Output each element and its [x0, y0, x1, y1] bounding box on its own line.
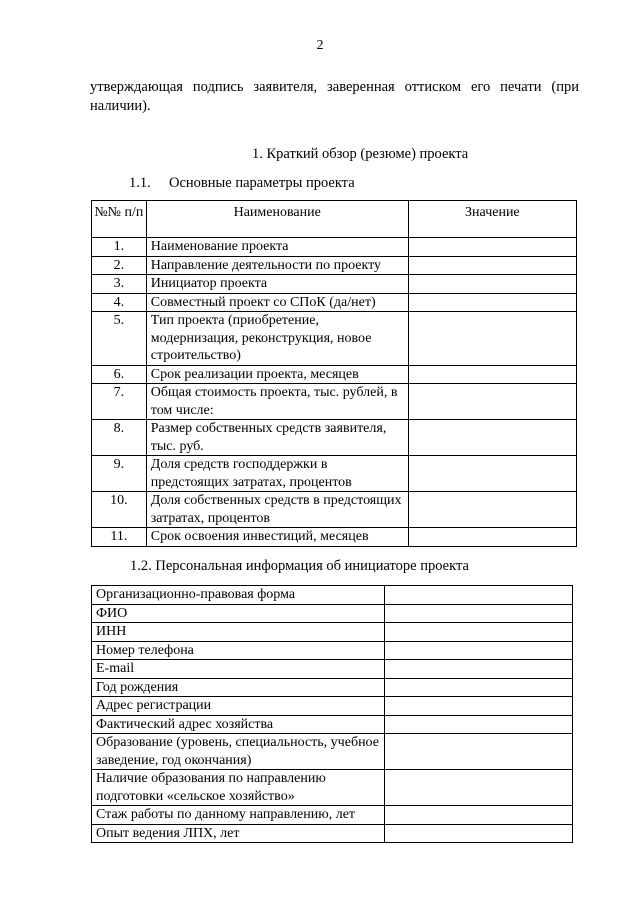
- row-name: Инициатор проекта: [146, 275, 408, 294]
- row-num: 8.: [92, 420, 147, 456]
- row-label: Адрес регистрации: [92, 697, 385, 716]
- row-value[interactable]: [408, 456, 576, 492]
- table-row: [92, 312, 577, 366]
- row-value[interactable]: [384, 824, 573, 843]
- table-row: [92, 734, 573, 770]
- row-value[interactable]: [384, 641, 573, 660]
- row-num: 9.: [92, 456, 147, 492]
- row-label: Номер телефона: [92, 641, 385, 660]
- intro-paragraph: утверждающая подпись заявителя, заверенная оттиском его печати (при наличии).: [90, 79, 579, 114]
- table-row: [92, 660, 573, 679]
- subsection-title-1: [129, 175, 355, 192]
- row-value[interactable]: [384, 715, 573, 734]
- table-row: [92, 492, 577, 528]
- table-row: [92, 256, 577, 275]
- table-row: [92, 456, 577, 492]
- row-value[interactable]: [408, 492, 576, 528]
- subsection-label: Основные параметры проекта: [169, 175, 355, 191]
- row-name: Совместный проект со СПоК (да/нет): [146, 293, 408, 312]
- table-row: [92, 384, 577, 420]
- row-name: Срок реализации проекта, месяцев: [146, 365, 408, 384]
- table-row: [92, 293, 577, 312]
- row-value[interactable]: [384, 604, 573, 623]
- header-name: Наименование: [146, 201, 408, 238]
- row-value[interactable]: [384, 660, 573, 679]
- table-row: [92, 641, 573, 660]
- row-label: E-mail: [92, 660, 385, 679]
- row-num: 7.: [92, 384, 147, 420]
- table-row: [92, 678, 573, 697]
- row-value[interactable]: [408, 420, 576, 456]
- row-value[interactable]: [384, 770, 573, 806]
- row-num: 5.: [92, 312, 147, 366]
- row-label: Наличие образования по направлению подготовки «сельское хозяйство»: [92, 770, 385, 806]
- row-value[interactable]: [384, 697, 573, 716]
- row-value[interactable]: [408, 256, 576, 275]
- row-name: Тип проекта (приобретение, модернизация, реконструкция, новое строительство): [146, 312, 408, 366]
- page-number: 2: [316, 38, 324, 53]
- row-name: Доля собственных средств в предстоящих затратах, процентов: [146, 492, 408, 528]
- params-table-header: [92, 201, 577, 238]
- table-row: [92, 623, 573, 642]
- row-value[interactable]: [384, 678, 573, 697]
- row-label: Фактический адрес хозяйства: [92, 715, 385, 734]
- table-row: [92, 715, 573, 734]
- row-num: 3.: [92, 275, 147, 294]
- subsection-number: 1.1.: [129, 175, 151, 191]
- row-label: Опыт ведения ЛПХ, лет: [92, 824, 385, 843]
- row-name: Направление деятельности по проекту: [146, 256, 408, 275]
- row-value[interactable]: [384, 586, 573, 605]
- row-value[interactable]: [384, 734, 573, 770]
- row-num: 10.: [92, 492, 147, 528]
- table-row: [92, 770, 573, 806]
- row-value[interactable]: [408, 384, 576, 420]
- params-table: [91, 200, 577, 547]
- subsection-title-2: 1.2. Персональная информация об инициаторе проекта: [130, 558, 469, 574]
- table-row: [92, 586, 573, 605]
- row-num: 4.: [92, 293, 147, 312]
- row-value[interactable]: [384, 623, 573, 642]
- table-row: [92, 238, 577, 257]
- row-label: ФИО: [92, 604, 385, 623]
- table-row: [92, 824, 573, 843]
- table-row: [92, 365, 577, 384]
- row-value[interactable]: [408, 528, 576, 547]
- row-name: Срок освоения инвестиций, месяцев: [146, 528, 408, 547]
- row-label: Образование (уровень, специальность, учебное заведение, год окончания): [92, 734, 385, 770]
- table-row: [92, 275, 577, 294]
- header-num: №№ п/п: [92, 201, 147, 238]
- person-table: [91, 585, 573, 843]
- table-row: [92, 528, 577, 547]
- row-value[interactable]: [408, 293, 576, 312]
- row-name: Общая стоимость проекта, тыс. рублей, в том числе:: [146, 384, 408, 420]
- table-row: [92, 806, 573, 825]
- table-row: [92, 604, 573, 623]
- row-num: 6.: [92, 365, 147, 384]
- row-num: 2.: [92, 256, 147, 275]
- row-value[interactable]: [384, 806, 573, 825]
- row-label: Год рождения: [92, 678, 385, 697]
- row-value[interactable]: [408, 365, 576, 384]
- row-value[interactable]: [408, 275, 576, 294]
- row-value[interactable]: [408, 312, 576, 366]
- row-label: ИНН: [92, 623, 385, 642]
- row-num: 11.: [92, 528, 147, 547]
- row-num: 1.: [92, 238, 147, 257]
- row-name: Наименование проекта: [146, 238, 408, 257]
- header-value: Значение: [408, 201, 576, 238]
- table-row: [92, 420, 577, 456]
- section-title: 1. Краткий обзор (резюме) проекта: [252, 146, 469, 162]
- row-name: Размер собственных средств заявителя, тыс. руб.: [146, 420, 408, 456]
- row-label: Организационно-правовая форма: [92, 586, 385, 605]
- row-label: Стаж работы по данному направлению, лет: [92, 806, 385, 825]
- row-name: Доля средств господдержки в предстоящих затратах, процентов: [146, 456, 408, 492]
- row-value[interactable]: [408, 238, 576, 257]
- table-row: [92, 697, 573, 716]
